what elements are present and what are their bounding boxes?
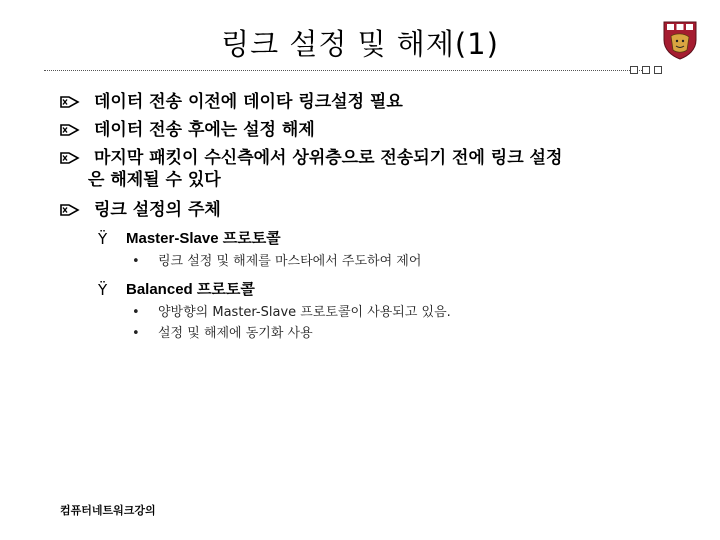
slide-title: 링크 설정 및 해제(1) — [221, 27, 499, 61]
pointing-arrow-icon — [60, 122, 80, 138]
bullet-item — [60, 147, 562, 191]
university-shield-icon — [662, 20, 698, 60]
slide-footer: 컴퓨터네트워크강의 — [60, 504, 156, 517]
detail-item — [132, 325, 313, 343]
bullet-continuation: 은 해제될 수 있다 — [88, 170, 221, 190]
divider-squares — [630, 66, 662, 74]
pointing-arrow-icon — [60, 202, 80, 218]
divider-square — [642, 66, 650, 74]
sub-bullet-mark: Ÿ — [98, 230, 108, 248]
detail-item — [132, 253, 421, 271]
detail-dot: • — [132, 326, 140, 341]
title-divider — [44, 70, 644, 71]
detail-dot: • — [132, 305, 140, 320]
bullet-item — [60, 119, 315, 141]
sub-bullet-item — [98, 229, 281, 249]
bullet-item — [60, 91, 403, 113]
bullet-text: 데이터 전송 이전에 데이타 링크설정 필요 — [94, 92, 403, 112]
detail-text: 설정 및 해제에 동기화 사용 — [158, 326, 313, 341]
sub-bullet-text: Balanced 프로토콜 — [126, 281, 255, 298]
bullet-text: 데이터 전송 후에는 설정 해제 — [94, 120, 315, 140]
detail-text: 링크 설정 및 해제를 마스타에서 주도하여 제어 — [158, 254, 422, 269]
bullet-text: 링크 설정의 주체 — [94, 200, 221, 220]
detail-text: 양방향의 Master-Slave 프로토콜이 사용되고 있음. — [158, 305, 451, 320]
sub-bullet-text: Master-Slave 프로토콜 — [126, 230, 281, 247]
detail-item — [132, 304, 451, 322]
sub-bullet-mark: Ÿ — [98, 281, 108, 299]
divider-square — [630, 66, 638, 74]
pointing-arrow-icon — [60, 150, 80, 166]
pointing-arrow-icon — [60, 94, 80, 110]
sub-bullet-item — [98, 280, 255, 300]
divider-square — [654, 66, 662, 74]
bullet-text: 마지막 패킷이 수신측에서 상위층으로 전송되기 전에 링크 설정 — [94, 148, 563, 168]
detail-dot: • — [132, 254, 140, 269]
bullet-item — [60, 199, 221, 221]
